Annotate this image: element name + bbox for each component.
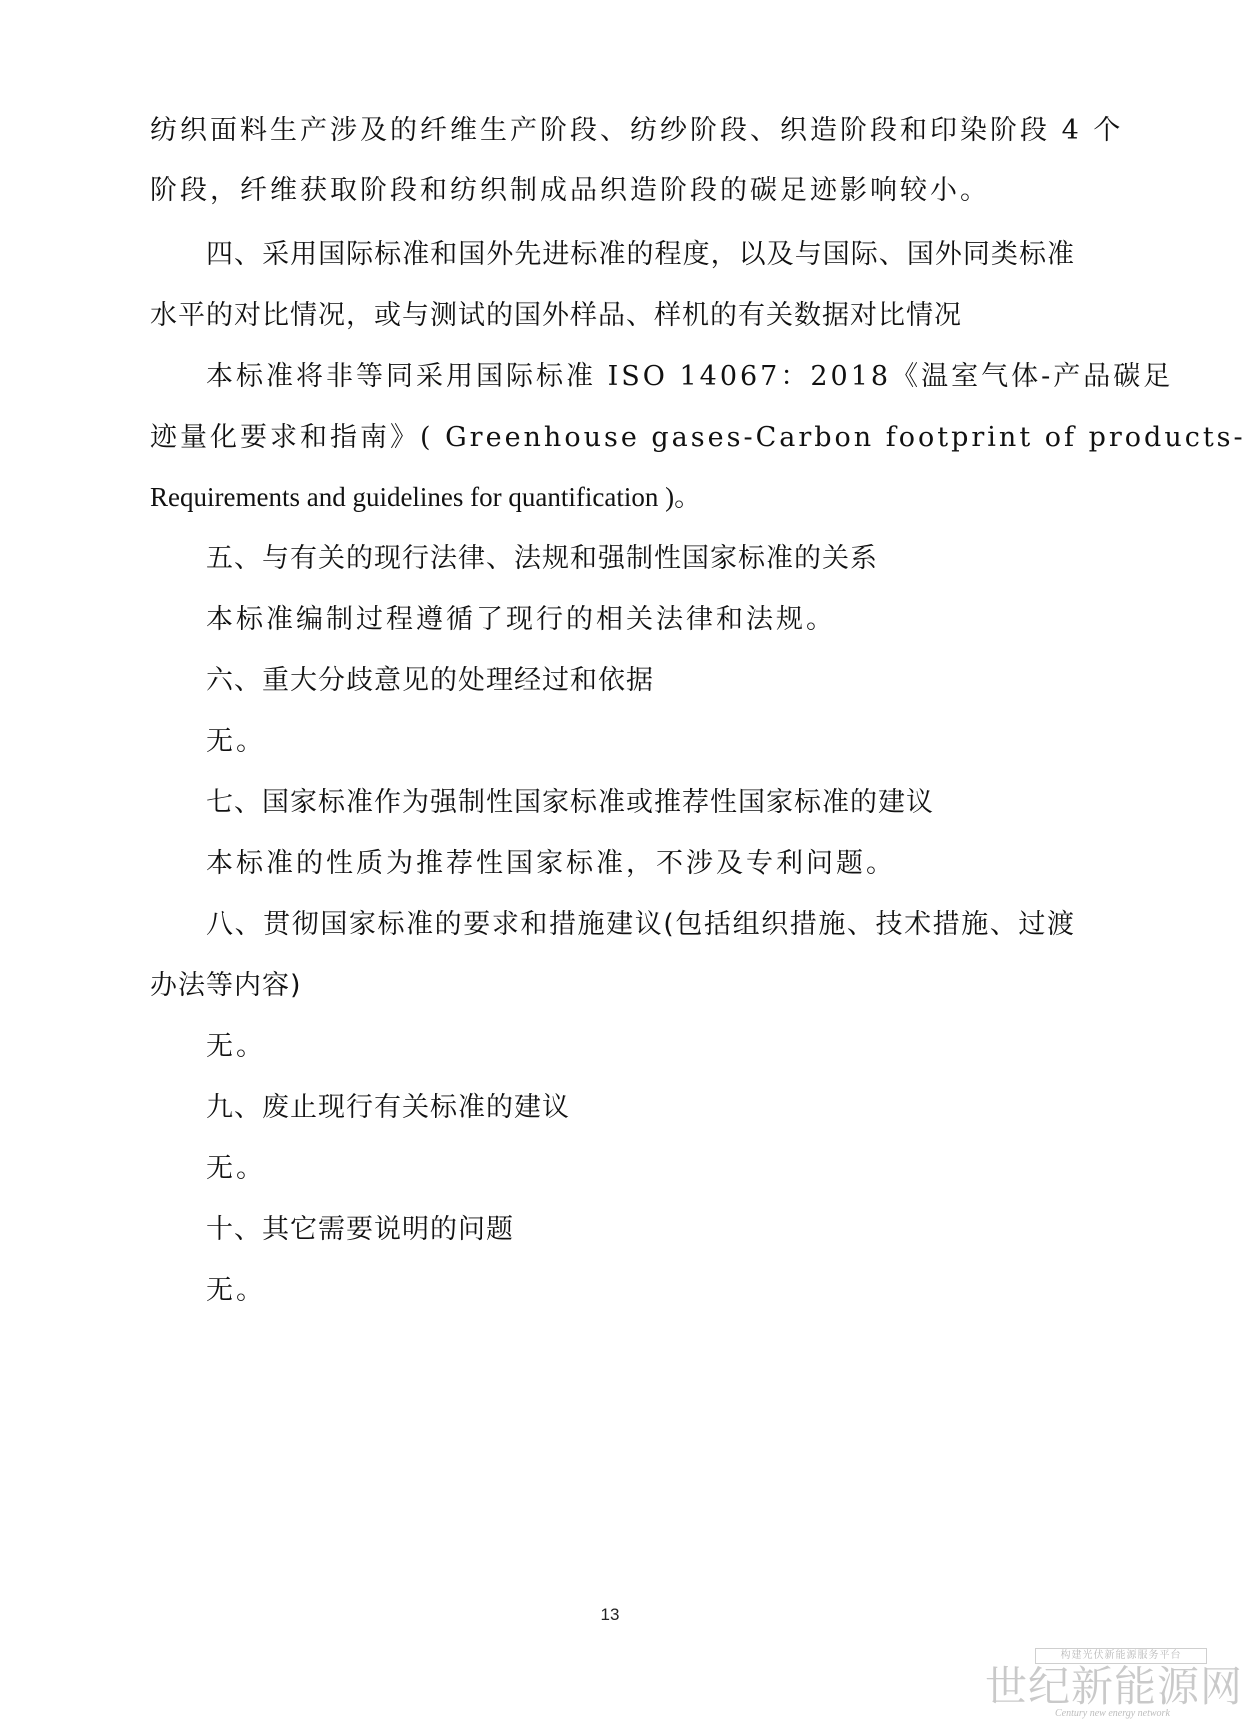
paragraph-line: 迹量化要求和指南》( Greenhouse gases-Carbon footprint of products- xyxy=(150,422,1246,453)
section-heading: 五、与有关的现行法律、法规和强制性国家标准的关系 xyxy=(206,543,878,574)
paragraph-line: 无。 xyxy=(206,1153,266,1184)
watermark-subtitle: Century new energy network xyxy=(1055,1708,1170,1719)
paragraph-line: 阶段，纤维获取阶段和纺织制成品织造阶段的碳足迹影响较小。 xyxy=(150,175,990,206)
section-heading: 水平的对比情况，或与测试的国外样品、样机的有关数据对比情况 xyxy=(150,300,962,331)
paragraph-line: 本标准编制过程遵循了现行的相关法律和法规。 xyxy=(206,604,836,635)
section-heading: 八、贯彻国家标准的要求和措施建议(包括组织措施、技术措施、过渡 xyxy=(206,909,1075,940)
page-number: 13 xyxy=(600,1605,620,1624)
watermark-title: 世纪新能源网 xyxy=(985,1662,1244,1711)
section-heading: 十、其它需要说明的问题 xyxy=(206,1214,514,1245)
paragraph-line: 无。 xyxy=(206,1275,266,1306)
section-heading: 办法等内容) xyxy=(150,970,302,1001)
paragraph-line: 本标准将非等同采用国际标准 ISO 14067：2018《温室气体-产品碳足 xyxy=(206,361,1174,392)
section-heading: 九、废止现行有关标准的建议 xyxy=(206,1092,570,1123)
section-heading: 四、采用国际标准和国外先进标准的程度，以及与国际、国外同类标准 xyxy=(206,239,1075,270)
paragraph-line: 无。 xyxy=(206,1031,266,1062)
watermark-tagline: 构建光伏新能源服务平台 xyxy=(1035,1648,1207,1664)
paragraph-line: 纺织面料生产涉及的纤维生产阶段、纺纱阶段、织造阶段和印染阶段 4 个 xyxy=(150,115,1124,146)
paragraph-line: Requirements and guidelines for quantification )。 xyxy=(150,482,702,512)
watermark-logo xyxy=(985,1648,1244,1720)
paragraph-line: 本标准的性质为推荐性国家标准，不涉及专利问题。 xyxy=(206,848,896,879)
section-heading: 七、国家标准作为强制性国家标准或推荐性国家标准的建议 xyxy=(206,787,934,818)
paragraph-line: 无。 xyxy=(206,726,266,757)
section-heading: 六、重大分歧意见的处理经过和依据 xyxy=(206,665,654,696)
